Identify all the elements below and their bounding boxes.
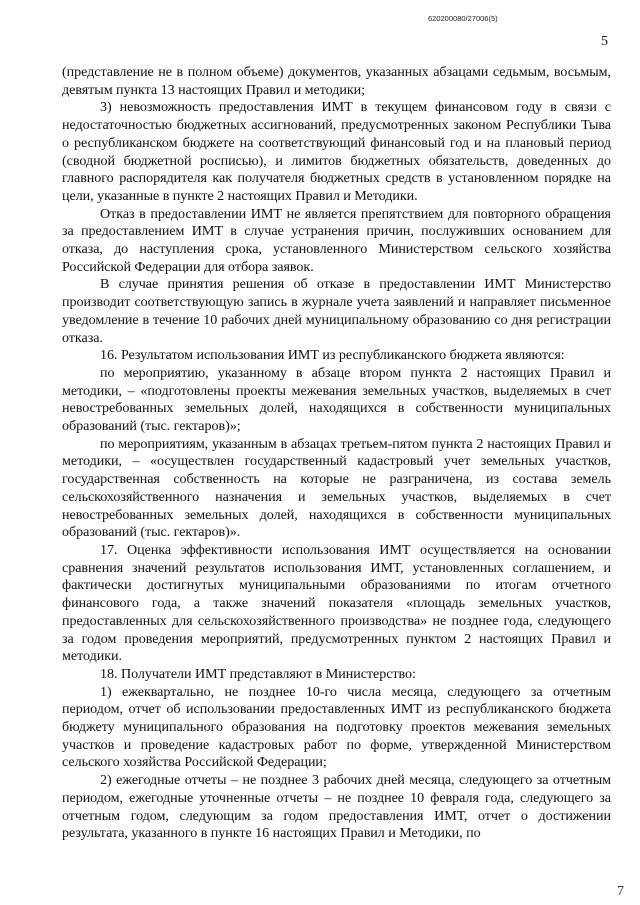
paragraph: 16. Результатом использования ИМТ из республиканского бюджета являются:	[100, 347, 565, 364]
paragraph: 3) невозможность предоставления ИМТ в текущем финансовом году в связи с недостаточностью бюджетных ассигнований, предусмотренных законом Республики Тыва о республиканском бюджете на соответствующий финансовый год и на плановый период (сводной бюджетной росписью), и лимитов бюджетных обязательств, доведенных до главного распорядителя как получателя бюджетных средств в установленном порядке на цели, указанные в пункте 2 настоящих Правил и Методики.	[62, 99, 611, 204]
page-number: 5	[601, 34, 608, 49]
paragraph: 17. Оценка эффективности использования ИМТ осуществляется на основании сравнения значений результатов использования ИМТ, установленных соглашением, и фактически достигнутых муниципальными образованиями по итогам отчетного финансового года, а также значений показателя «площадь земельных участков, предоставленных для сельскохозяйственного производства» не позднее года, следующего за годом проведения мероприятий, предусмотренных пунктом 2 настоящих Правил и методики.	[62, 541, 611, 665]
paragraph: по мероприятию, указанному в абзаце втором пункта 2 настоящих Правил и методики, – «подготовлены проекты межевания земельных участков, выделяемых в счет невостребованных земельных долей, находящихся в собственности муниципальных образований (тыс. гектаров)»;	[62, 364, 611, 435]
paragraph: Отказ в предоставлении ИМТ не является препятствием для повторного обращения за предоставлением ИМТ в случае устранения причин, послуживших основанием для отказа, до наступления срока, установленного Министерством сельского хозяйства Российской Федерации для отбора заявок.	[62, 205, 611, 275]
paragraph: 2) ежегодные отчеты – не позднее 3 рабочих дней месяца, следующего за отчетным периодом, ежегодные уточненные отчеты – не позднее 10 февраля года, следующего за отчетным годом, следующим за годом предоставления ИМТ, отчет о достижении результата, указанного в пункте 16 настоящих Правил и Методики, по	[62, 772, 611, 842]
document-code: 620200080/27006(5)	[428, 14, 498, 23]
paragraph: по мероприятиям, указанным в абзацах третьем-пятом пункта 2 настоящих Правил и методики, – «осуществлен государственный кадастровый учет земельных участков, государственная собственность на которые не разграничена, из состава земель сельскохозяйственного назначения и земельных участков, выделяемых в счет невостребованных земельных долей, находящихся в собственности муниципальных образований (тыс. гектаров)».	[62, 435, 611, 541]
document-body	[62, 64, 611, 843]
paragraph: 1) ежеквартально, не позднее 10-го числа месяца, следующего за отчетным периодом, отчет об использовании предоставленных ИМТ из республиканского бюджета бюджету муниципального образования на подготовку проектов межевания земельных участков и проведение кадастровых работ по форме, утвержденной Министерством сельского хозяйства Российской Федерации;	[62, 683, 611, 771]
paragraph: 18. Получатели ИМТ представляют в Министерство:	[100, 665, 416, 682]
footer-mark: 7	[617, 884, 624, 899]
paragraph: (представление не в полном объеме) документов, указанных абзацами седьмым, восьмым, девятым пункта 13 настоящих Правил и методики;	[62, 64, 611, 98]
paragraph: В случае принятия решения об отказе в предоставлении ИМТ Министерство производит соответствующую запись в журнале учета заявлений и направляет письменное уведомление в течение 10 рабочих дней муниципальному образованию со дня регистрации отказа.	[62, 276, 611, 346]
